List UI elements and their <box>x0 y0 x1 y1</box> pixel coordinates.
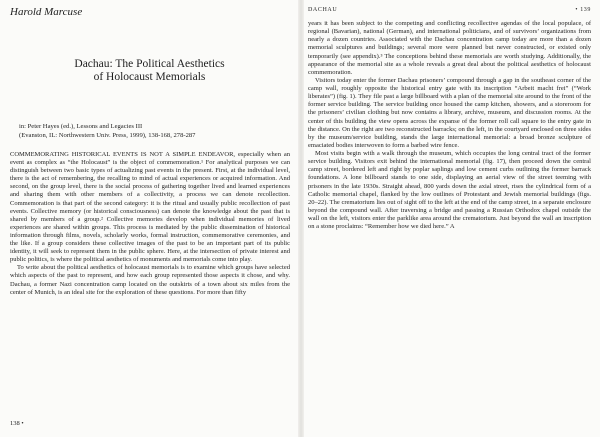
paragraph: To write about the political aesthetics of holocaust memorials is to examine which groups have selected which aspects of the past to represent, and how each group represented those aspects it chose, and why. Dachau, a former Nazi concentration camp located on the outskirts of a town about six miles from the center of Munich, is an ideal site for the exploration of these questions. For more than fifty <box>10 264 290 296</box>
citation-line-2: (Evanston, IL: Northwestern Univ. Press, 1999), 138-168, 278-287 <box>19 132 196 139</box>
chapter-title-line-2: of Holocaust Memorials <box>93 71 206 83</box>
chapter-title <box>8 58 291 84</box>
page-number: • 139 <box>575 7 591 13</box>
page-number: 138 • <box>10 420 24 427</box>
left-body-text <box>10 151 290 297</box>
citation-line-1: in: Peter Hayes (ed.), Lessons and Legacies III <box>19 123 143 130</box>
right-body-text <box>308 20 591 231</box>
paragraph: COMMEMORATING HISTORICAL EVENTS IS NOT A SIMPLE ENDEAVOR, especially when an event as complex as “the Holocaust” is the object of commemoration.¹ For analytical purposes we can distinguish between two basic types of actualizing past events in the present. First, at the individual level, there is the act of remembering, the recalling to mind of actual experiences or acquired information. And second, on the group level, there is the social process of gathering together lived and learned experiences and sharing them with other members of a collectivity, a process we can denote recollection. Commemoration is that part of the second category: it is the ritual and usually public recollection of past events. Collective memory (or historical consciousness) can denote the knowledge about the past that is shared by members of a group.² Collective memories develop when individual memories of lived experiences are shared within groups. This process is mediated by the public dissemination of historical information through films, novels, scholarly works, formal instruction, commemorative ceremonies, and the like. If a group considers these collective images of the past to be an important part of its public identity, it will seek to represent them in the public sphere. Here, at the intersection of private interest and public politics, is where the political aesthetics of monuments and memorials come into play. <box>10 151 290 264</box>
right-page <box>306 0 593 437</box>
paragraph: years it has been subject to the competing and conflicting recollective agendas of the local populace, of regional (Bavarian), national (German), and international politicians, and of survivors’ organizations from nearly a dozen countries. Associated with the Dachau concentration camp today are more than a dozen memorial sculptures and buildings; several more were planned but never constructed, or existed only temporarily (see appendix).³ The conceptions behind these memorials are worth studying. Additionally, the appearance of the memorial site as a whole reveals a great deal about the political aesthetics of holocaust commemoration. <box>308 20 591 76</box>
chapter-title-line-1: Dachau: The Political Aesthetics <box>74 58 225 70</box>
paragraph: Visitors today enter the former Dachau prisoners’ compound through a gap in the southeast corner of the camp wall, roughly opposite the historical entry gate with its inscription “Arbeit macht frei” (“Work liberates”) (fig. 1). They file past a large billboard with a plan of the memorial site around to the front of the former service building. The service building once housed the camp kitchen, showers, and a storeroom for the prisoners’ civilian clothing but now contains a library, archive, museum, and discussion rooms. At the center of this building the view opens across the expanse of the former roll call square to the entry gate in the distance. On the right are two reconstructed barracks; on the left, in the courtyard enclosed on three sides by the museum/service building, stands the large international memorial: a broad bronze sculpture of emaciated bodies interwoven to form a barbed wire fence. <box>308 76 591 149</box>
left-page <box>8 0 291 437</box>
source-citation <box>19 122 289 140</box>
book-gutter <box>298 0 304 437</box>
running-head-chapter <box>308 7 591 13</box>
running-head-title: DACHAU <box>308 7 338 13</box>
paragraph: Most visits begin with a walk through the museum, which occupies the long central tract of the former service building. Visitors exit behind the international memorial (fig. 17), then proceed down the central camp street, bordered left and right by poplar saplings and low cement curbs outlining the former barrack foundations. A lone billboard stands to one side, displaying an aerial view of the street teeming with prisoners in the late 1930s. Straight ahead, 800 yards down the axial street, rises the cylindrical form of a Catholic memorial chapel, flanked by the low outlines of Protestant and Jewish memorial buildings (figs. 20–22). The crematorium lies out of sight off to the left at the end of the camp street, in a separate enclosure beyond the compound wall. After traversing a bridge and passing a Russian Orthodox chapel outside the wall on the left, visitors enter the parklike area around the crematorium. Just beyond the wall an inscription on a stone proclaims: “Remember how we died here.” A <box>308 150 591 231</box>
running-head-author: Harold Marcuse <box>10 6 83 18</box>
